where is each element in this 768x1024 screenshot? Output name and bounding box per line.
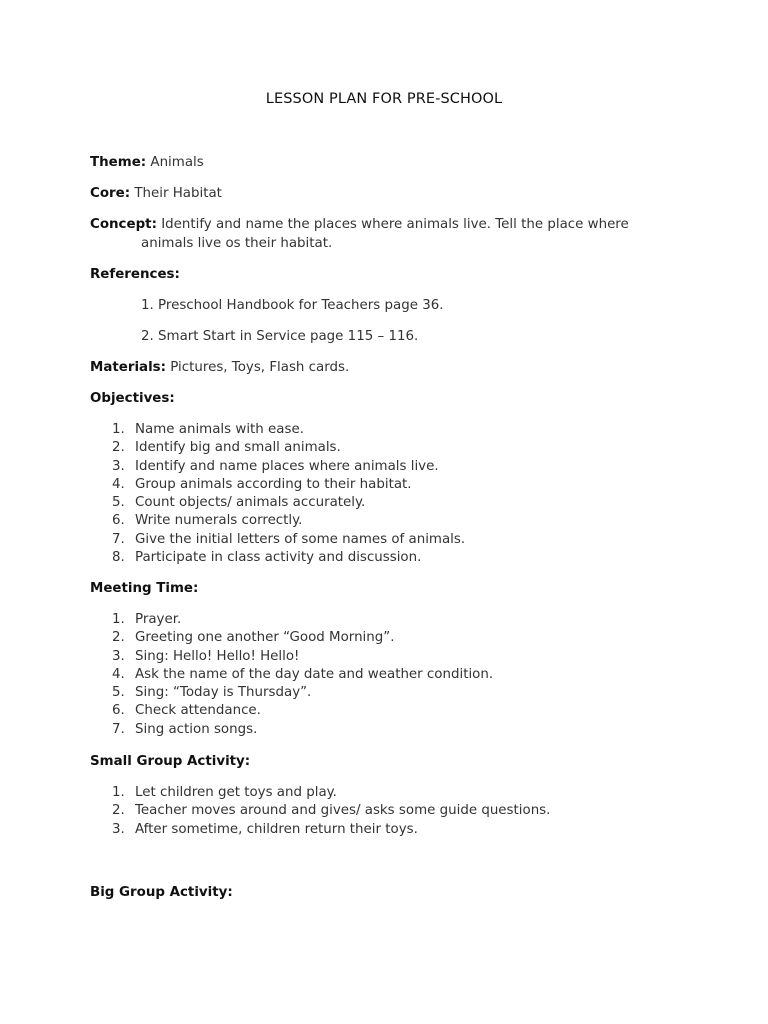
meeting-time-heading: [90, 580, 198, 598]
concept-line: [90, 216, 629, 234]
list-item: 1. Prayer.: [112, 612, 182, 627]
reference-item: 1. Preschool Handbook for Teachers page 36.: [141, 298, 444, 313]
list-item: 2. Teacher moves around and gives/ asks some guide questions.: [112, 803, 551, 819]
list-item: 4. Group animals according to their habitat.: [112, 476, 412, 492]
theme-label: Theme:: [90, 155, 147, 170]
small-group-activity-list: [112, 784, 550, 839]
list-item: 2. Greeting one another “Good Morning”.: [112, 630, 395, 646]
list-item: 5. Sing: “Today is Thursday”.: [112, 685, 312, 701]
list-item: 2. Identify big and small animals.: [112, 440, 341, 456]
list-item: 6. Write numerals correctly.: [112, 513, 303, 529]
concept-value-line1: Identify and name the places where animals live. Tell the place where: [161, 217, 629, 232]
document-title: LESSON PLAN FOR PRE-SCHOOL: [265, 91, 503, 107]
theme-line: [90, 154, 204, 172]
list-item: 4. Ask the name of the day date and weather condition.: [112, 666, 494, 682]
core-value: Their Habitat: [134, 186, 222, 201]
meeting-time-label: Meeting Time:: [90, 581, 199, 596]
concept-value-line2: animals live os their habitat.: [141, 236, 333, 251]
objectives-list: [112, 421, 465, 567]
references-heading: [90, 266, 180, 284]
list-item: 7. Sing action songs.: [112, 721, 258, 737]
references-label: References:: [90, 267, 180, 282]
core-label: Core:: [90, 186, 131, 201]
list-item: 3. Identify and name places where animals live.: [112, 458, 439, 474]
list-item: 3. Sing: Hello! Hello! Hello!: [112, 648, 300, 664]
materials-line: [90, 359, 349, 377]
list-item: 6. Check attendance.: [112, 703, 261, 719]
list-item: 1. Let children get toys and play.: [112, 785, 337, 800]
list-item: 7. Give the initial letters of some names of animals.: [112, 531, 466, 547]
materials-label: Materials:: [90, 360, 166, 375]
big-group-activity-heading: [90, 884, 233, 902]
big-group-activity-label: Big Group Activity:: [90, 885, 233, 900]
concept-label: Concept:: [90, 217, 157, 232]
list-item: 3. After sometime, children return their toys.: [112, 821, 418, 837]
core-line: [90, 185, 222, 203]
reference-item: 2. Smart Start in Service page 115 – 116.: [141, 329, 419, 344]
small-group-activity-heading: [90, 753, 250, 771]
list-item: 5. Count objects/ animals accurately.: [112, 495, 366, 511]
small-group-activity-label: Small Group Activity:: [90, 754, 251, 769]
theme-value: Animals: [150, 155, 204, 170]
list-item: 8. Participate in class activity and discussion.: [112, 550, 422, 566]
objectives-label: Objectives:: [90, 391, 175, 406]
materials-value: Pictures, Toys, Flash cards.: [170, 360, 350, 375]
objectives-heading: [90, 390, 175, 408]
meeting-time-list: [112, 611, 493, 739]
list-item: 1. Name animals with ease.: [112, 422, 304, 437]
